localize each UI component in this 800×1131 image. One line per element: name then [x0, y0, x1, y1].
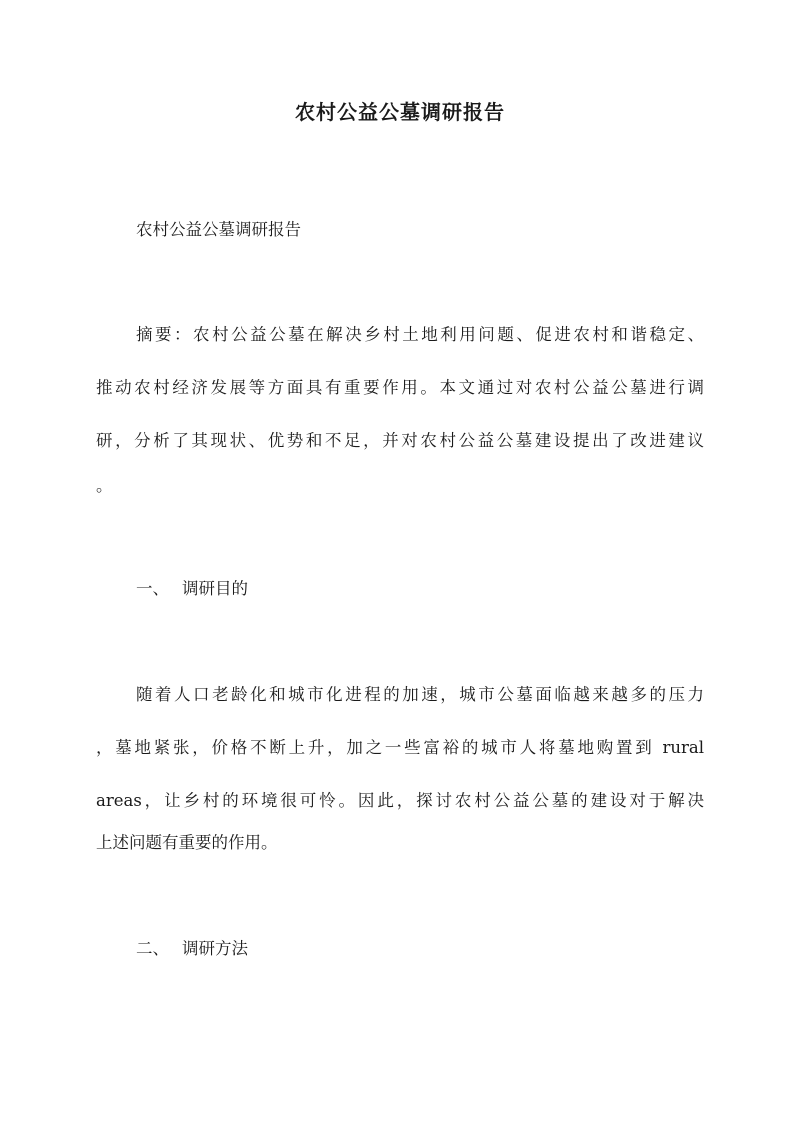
section-title: 调研方法	[182, 939, 248, 958]
section-heading-2	[136, 937, 248, 961]
abstract-line: 研，分析了其现状、优势和不足，并对农村公益公墓建设提出了改进建议	[96, 431, 704, 450]
section-number: 二、	[136, 939, 169, 958]
section-1-line: 上述问题有重要的作用。	[96, 833, 278, 852]
document-title: 农村公益公墓调研报告	[295, 100, 505, 124]
section-number: 一、	[136, 579, 169, 598]
document-subtitle: 农村公益公墓调研报告	[136, 220, 301, 239]
section-heading-1	[136, 577, 248, 601]
section-1-line: areas，让乡村的环境很可怜。因此，探讨农村公益公墓的建设对于解决	[96, 791, 704, 810]
section-1-line: 随着人口老龄化和城市化进程的加速，城市公墓面临越来越多的压力	[136, 685, 704, 704]
section-title: 调研目的	[182, 579, 248, 598]
abstract-line: 。	[96, 476, 113, 495]
abstract-line: 推动农村经济发展等方面具有重要作用。本文通过对农村公益公墓进行调	[96, 378, 704, 397]
section-1-line: ，墓地紧张，价格不断上升，加之一些富裕的城市人将墓地购置到 rural	[96, 738, 704, 757]
abstract-line: 摘要：农村公益公墓在解决乡村土地利用问题、促进农村和谐稳定、	[136, 325, 704, 344]
